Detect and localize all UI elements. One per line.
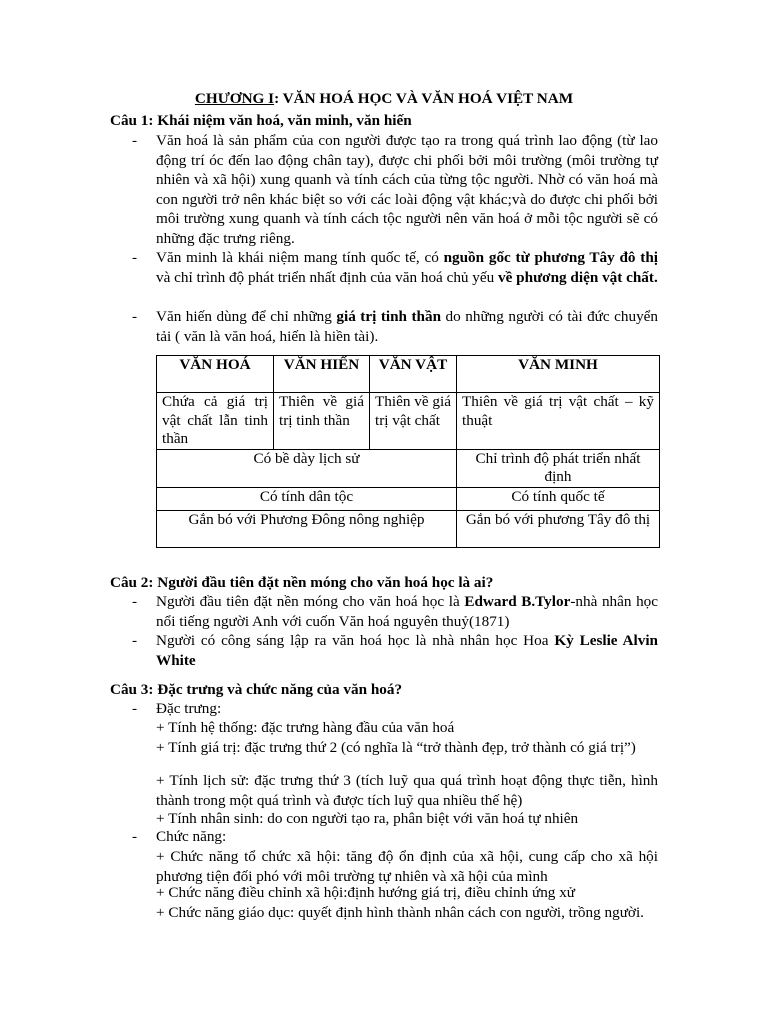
function-item: + Chức năng điều chỉnh xã hội:định hướng giá trị, điều chỉnh ứng xử	[156, 884, 576, 901]
table-header-cell: VĂN MINH	[457, 356, 660, 393]
bullet-dash: -	[132, 828, 138, 845]
table-header-cell: VĂN HIẾN	[274, 356, 370, 393]
table-cell: Chỉ trình độ phát triển nhất định	[457, 449, 660, 487]
q1-civilization-text	[156, 248, 658, 287]
bullet-dash: -	[132, 249, 138, 266]
table-cell: Có tính dân tộc	[157, 487, 457, 510]
q3-functions-label: Chức năng:	[156, 828, 227, 845]
table-cell: Có tính quốc tế	[457, 487, 660, 510]
q2-founder-text	[156, 592, 658, 631]
q1-culture-text: Văn hoá là sản phẩm của con người được tạo ra trong quá trình lao động (từ lao động trí óc đến lao động chân tay), được chi phối bởi môi trường (môi trường tự nhiên và xã hội) xung quanh và tính cách của từng tộc người. Nhờ có văn hoá mà con người trở nên khác biệt so với các loài động vật khác;và do được chi phối bởi môi trường xung quanh và tính cách tộc người nên văn hoá ở mỗi tộc người sẽ có những đặc trưng riêng.	[156, 132, 658, 247]
question-2-heading: Câu 2: Người đầu tiên đặt nền móng cho văn hoá học là ai?	[110, 574, 494, 591]
table-row	[157, 487, 660, 510]
table-cell: Có bề dày lịch sử	[157, 449, 457, 487]
table-header-cell: VĂN VẬT	[370, 356, 457, 393]
comparison-table	[156, 355, 660, 548]
q3-characteristics-label: Đặc trưng:	[156, 700, 222, 717]
table-row	[157, 510, 660, 547]
characteristic-item: + Tính hệ thống: đặc trưng hàng đầu của văn hoá	[156, 719, 455, 736]
table-cell: Gắn bó với phương Tây đô thị	[457, 510, 660, 547]
chapter-title	[0, 89, 768, 109]
q2-establisher-text	[156, 631, 658, 670]
table-cell: Thiên về giá trị tinh thần	[274, 393, 370, 450]
q2-bullet-establisher	[110, 631, 658, 670]
q2-bullet-founder	[110, 592, 658, 631]
characteristic-item: + Tính lịch sử: đặc trưng thứ 3 (tích luỹ qua quá trình hoạt động thực tiễn, hình thành trong một quá trình và được tích luỹ qua nhiều thế hệ)	[156, 772, 658, 809]
bold-run: nguồn gốc từ phương Tây đô thị	[443, 249, 658, 266]
bullet-dash: -	[132, 132, 138, 149]
q3-bullet-characteristics	[110, 699, 658, 719]
q1-bullet-heritage	[110, 307, 658, 346]
text-run: và chỉ trình độ phát triển nhất định của văn hoá chủ yếu	[156, 268, 499, 286]
text-run: do những người có tài đức chuyển tải ( văn là văn hoá, hiến là hiền tài).	[156, 308, 659, 345]
table-row	[157, 393, 660, 450]
table-cell: Thiên về giá trị vật chất – kỹ thuật	[457, 393, 660, 450]
bullet-dash: -	[132, 700, 138, 717]
table-cell: Gắn bó với Phương Đông nông nghiệp	[157, 510, 457, 547]
table-cell: Thiên về giá trị vật chất	[370, 393, 457, 450]
question-1-heading: Câu 1: Khái niệm văn hoá, văn minh, văn hiến	[110, 112, 412, 129]
table-row	[157, 449, 660, 487]
bold-run: về phương diện vật chất.	[498, 268, 658, 286]
table-cell: Chứa cả giá trị vật chất lẫn tinh thần	[157, 393, 274, 450]
text-run: Văn minh là khái niệm mang tính quốc tế, có	[156, 249, 444, 266]
bold-run: Kỳ Leslie Alvin White	[156, 632, 658, 669]
chapter-number: CHƯƠNG I	[194, 90, 275, 107]
bold-run: Edward B.Tylor	[464, 593, 571, 610]
characteristic-item: + Tính nhân sinh: do con người tạo ra, phân biệt với văn hoá tự nhiên	[156, 810, 579, 827]
q1-bullet-civilization	[110, 248, 658, 287]
bold-run: giá trị tinh thần	[336, 308, 442, 325]
chapter-name: : VĂN HOÁ HỌC VÀ VĂN HOÁ VIỆT NAM	[274, 90, 574, 107]
characteristic-item: + Tính giá trị: đặc trưng thứ 2 (có nghĩa là “trở thành đẹp, trở thành có giá trị”)	[156, 739, 636, 756]
text-run: Người đầu tiên đặt nền móng cho văn hoá học là	[156, 593, 465, 610]
q3-bullet-functions	[110, 827, 658, 847]
bullet-dash: -	[132, 593, 138, 610]
bullet-dash: -	[132, 632, 138, 649]
function-item: + Chức năng giáo dục: quyết định hình thành nhân cách con người, trồng người.	[156, 904, 644, 921]
q1-bullet-culture	[110, 131, 658, 248]
bullet-dash: -	[132, 308, 138, 325]
text-run: Văn hiến dùng để chỉ những	[156, 308, 337, 325]
function-item: + Chức năng tổ chức xã hội: tăng độ ổn định của xã hội, cung cấp cho xã hội phương tiện đối phó với môi trường tự nhiên và xã hội của mình	[156, 848, 658, 885]
q1-heritage-text	[156, 307, 658, 346]
text-run: Người có công sáng lập ra văn hoá học là nhà nhân học Hoa	[156, 632, 555, 649]
table-header-cell: VĂN HOÁ	[157, 356, 274, 393]
question-3-heading: Câu 3: Đặc trưng và chức năng của văn hoá?	[110, 681, 403, 698]
text-run: -nhà nhân học nổi tiếng người Anh với cuốn Văn hoá nguyên thuỷ(1871)	[156, 593, 659, 630]
table-header-row	[157, 356, 660, 393]
